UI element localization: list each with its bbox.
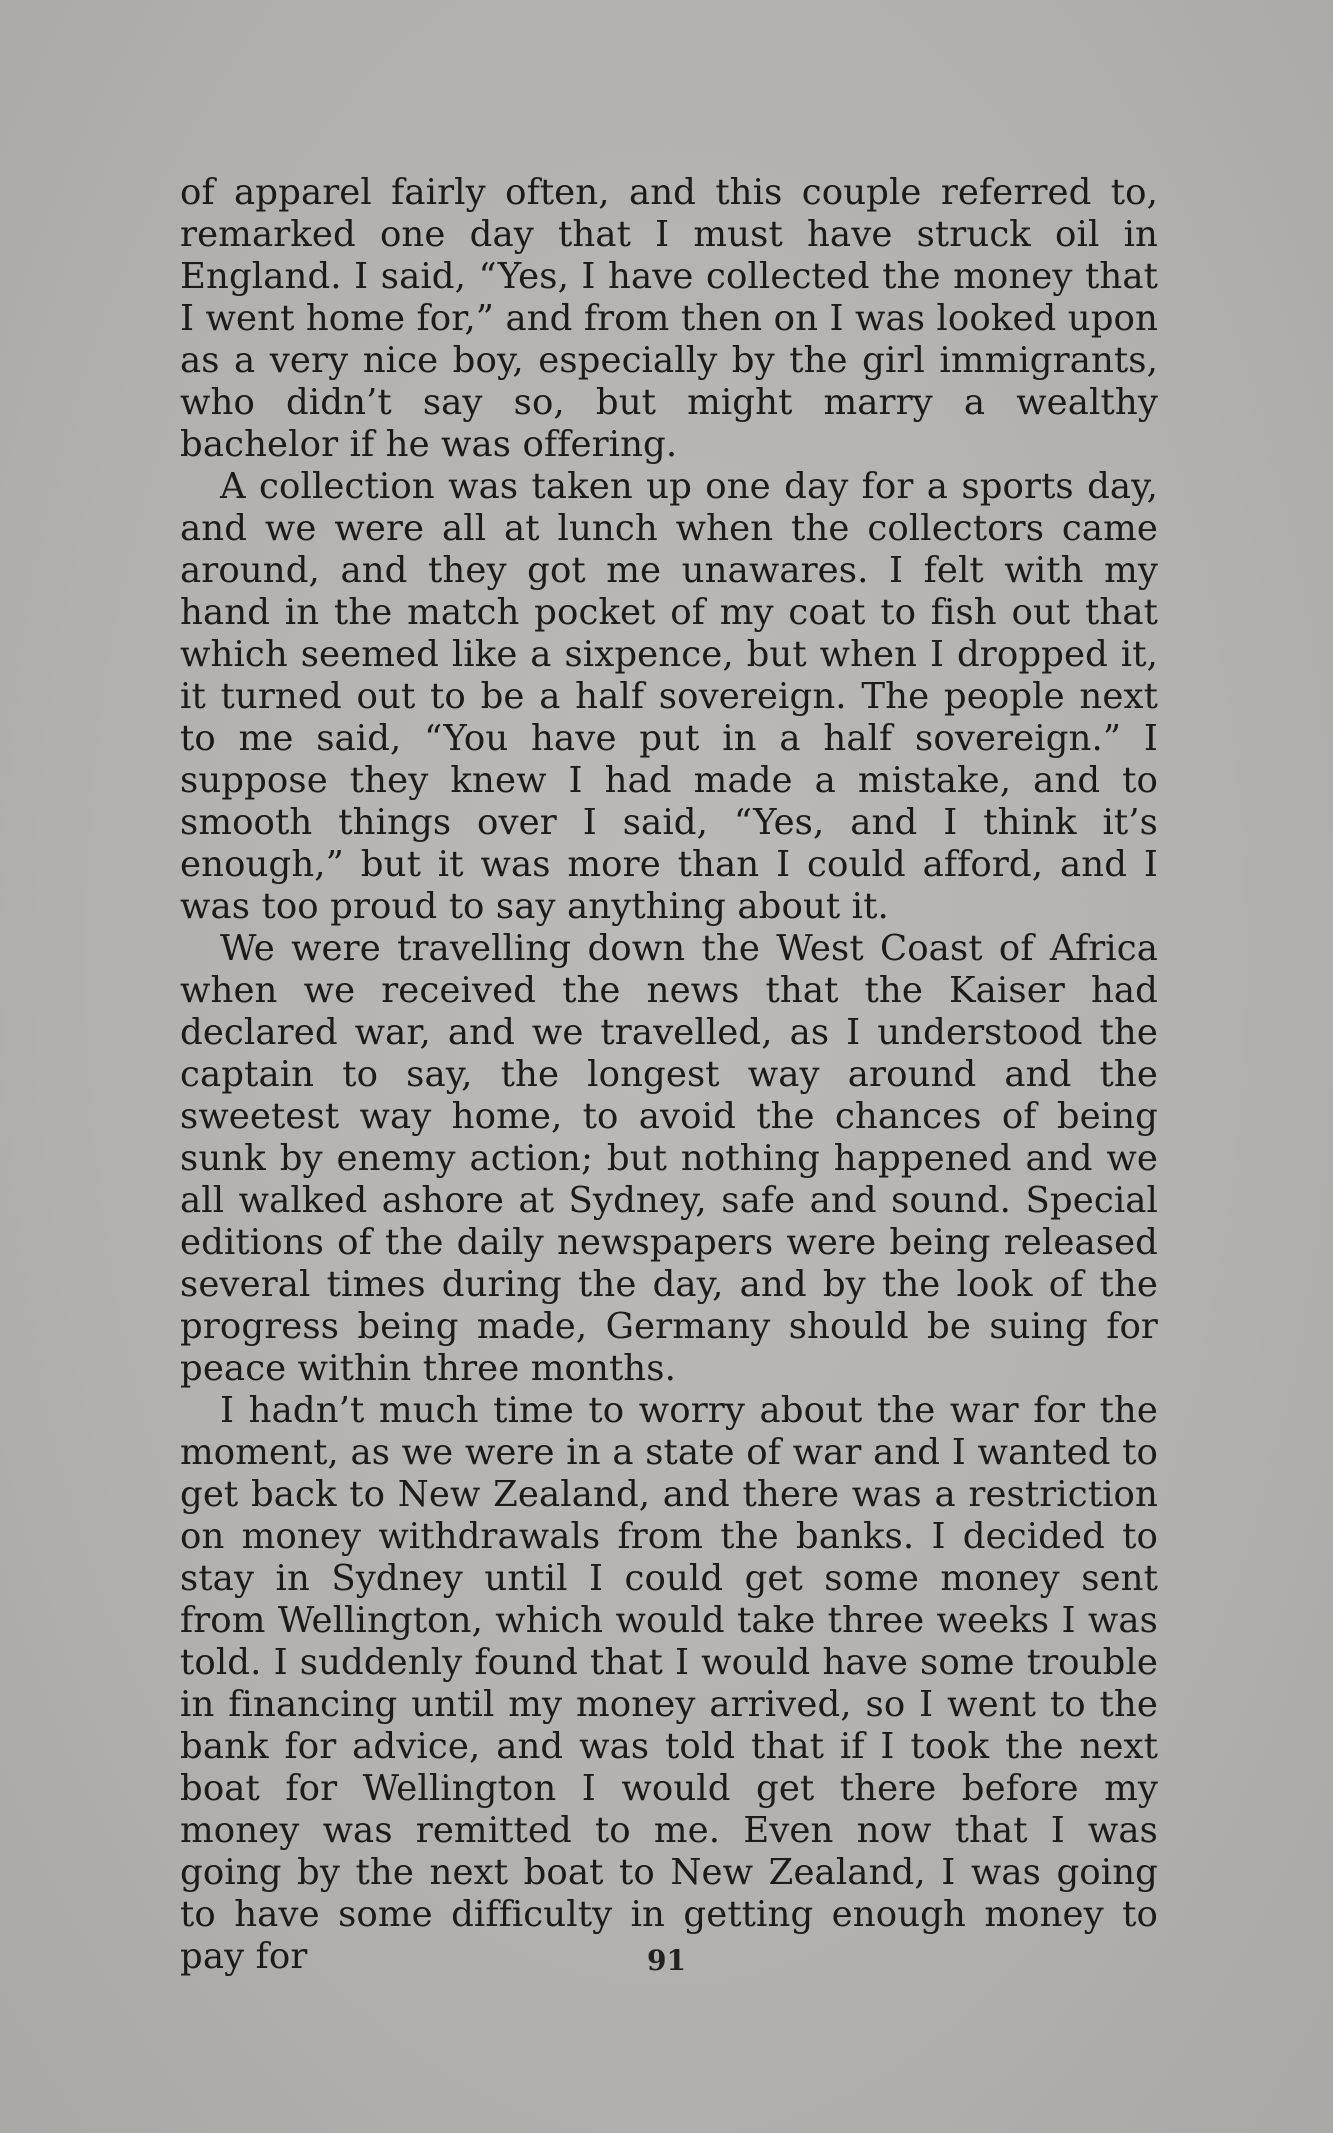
page-text-block — [180, 172, 1158, 1978]
page-number: 91 — [647, 1944, 686, 1977]
paragraph-4: I hadn’t much time to worry about the war for the moment, as we were in a state of war and I wanted to get back to New Zealand, and there was a restriction on money withdrawals from the banks. I decided to stay in Sydney until I could get some money sent from Wellington, which would take three weeks I was told. I suddenly found that I would have some trouble in financing until my money arrived, so I went to the bank for advice, and was told that if I took the next boat for Wellington I would get there before my money was remitted to me. Even now that I was going by the next boat to New Zealand, I was going to have some difficulty in getting enough money to pay for — [180, 1390, 1158, 1977]
paragraph-2: A collection was taken up one day for a sports day, and we were all at lunch when the collectors came around, and they got me unawares. I felt with my hand in the match pocket of my coat to fish out that which seemed like a sixpence, but when I dropped it, it turned out to be a half sovereign. The people next to me said, “You have put in a half sovereign.” I suppose they knew I had made a mistake, and to smooth things over I said, “Yes, and I think it’s enough,” but it was more than I could afford, and I was too proud to say anything about it. — [180, 466, 1158, 927]
paragraph-3: We were travelling down the West Coast of Africa when we received the news that the Kaiser had declared war, and we travelled, as I understood the captain to say, the longest way around and the sweetest way home, to avoid the chances of being sunk by enemy action; but nothing happened and we all walked ashore at Sydney, safe and sound. Special editions of the daily newspapers were being released several times during the day, and by the look of the progress being made, Germany should be suing for peace within three months. — [180, 928, 1158, 1389]
paragraph-1: of apparel fairly often, and this couple referred to, remarked one day that I must have struck oil in England. I said, “Yes, I have collected the money that I went home for,” and from then on I was looked upon as a very nice boy, especially by the girl immigrants, who didn’t say so, but might marry a wealthy bachelor if he was offering. — [180, 172, 1158, 465]
